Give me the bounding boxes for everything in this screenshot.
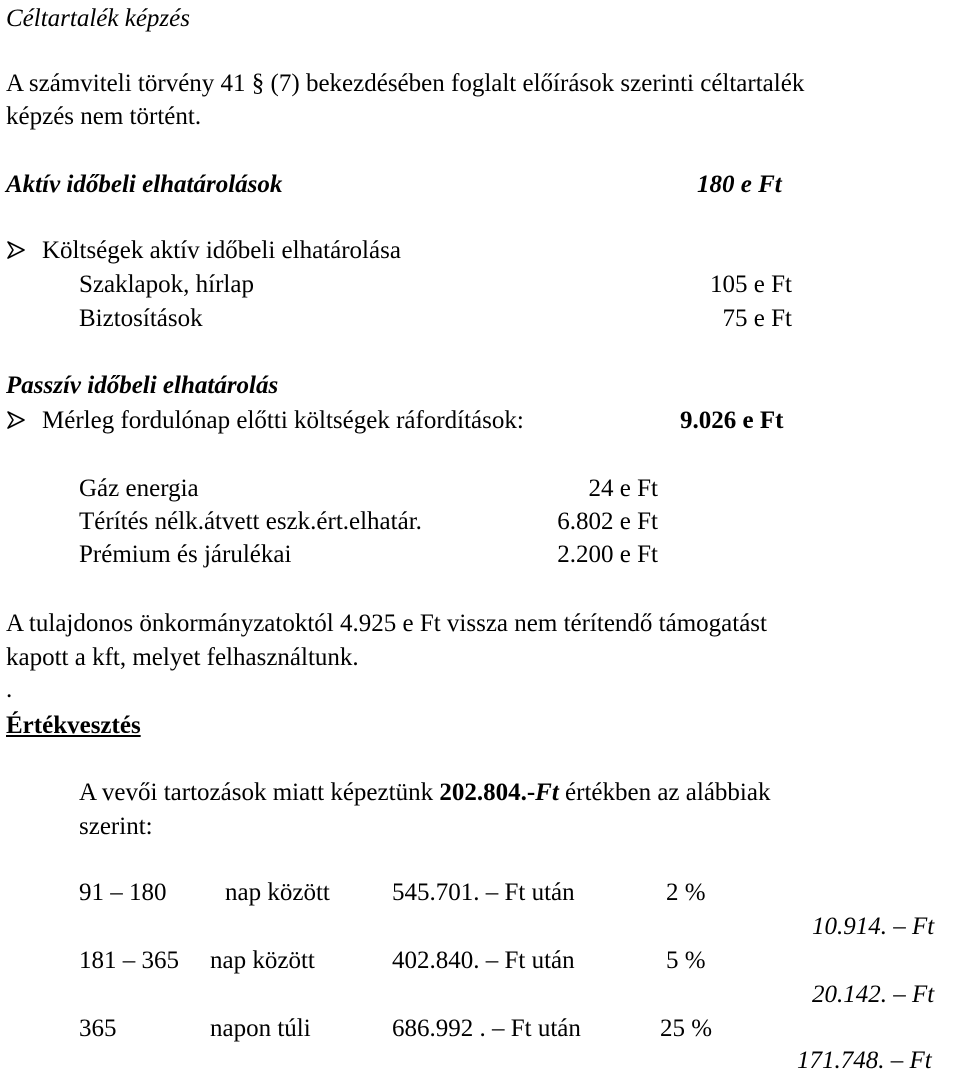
paragraph-line: szerint: (79, 813, 153, 840)
impairment-ft: Ft (535, 779, 559, 806)
impairment-prefix: A vevői tartozások miatt képeztünk (79, 779, 440, 806)
aktiv-item-label: Biztosítások (79, 305, 203, 332)
stray-dot: . (6, 676, 13, 703)
aktiv-total: 180 e Ft (697, 171, 782, 198)
impairment-row-result-num: 10.914. – (812, 913, 906, 940)
aktiv-item-value: 105 e Ft (710, 271, 792, 298)
impairment-row-result-num: 171.748. – (797, 1047, 904, 1074)
section-heading-celtartalek: Céltartalék képzés (6, 5, 190, 32)
section-heading-aktiv: Aktív időbeli elhatárolások (6, 171, 283, 198)
passziv-item-label: Prémium és járulékai (79, 541, 292, 568)
aktiv-bullet-item: Költségek aktív időbeli elhatárolása (42, 237, 401, 264)
impairment-row-pct: 2 % (666, 879, 706, 906)
passziv-total: 9.026 e Ft (680, 407, 784, 434)
aktiv-item-label: Szaklapok, hírlap (79, 271, 254, 298)
impairment-row-result-num: 20.142. – (812, 981, 906, 1008)
impairment-sentence (79, 780, 770, 805)
impairment-suffix: értékben az alábbiak (558, 779, 771, 806)
paragraph-line: A számviteli törvény 41 § (7) bekezdésében foglalt előírások szerinti céltartalék (6, 70, 805, 97)
passziv-item-value: 2.200 e Ft (557, 541, 658, 568)
impairment-amount: 202.804.- (439, 779, 536, 806)
paragraph-line: képzés nem történt. (6, 103, 202, 130)
paragraph-line: A tulajdonos önkormányzatoktól 4.925 e Ft vissza nem térítendő támogatást (6, 610, 767, 637)
impairment-row-result-unit: Ft (912, 981, 935, 1008)
impairment-row-result (812, 914, 934, 939)
impairment-row-pct: 25 % (660, 1015, 713, 1042)
passziv-item-label: Gáz energia (79, 475, 199, 502)
impairment-row-label: nap között (225, 879, 330, 906)
impairment-row-result (812, 982, 934, 1007)
paragraph-line: kapott a kft, melyet felhasználtunk. (6, 644, 359, 671)
impairment-row-range: 181 – 365 (79, 947, 179, 974)
impairment-row-result (797, 1048, 932, 1073)
impairment-row-pct: 5 % (666, 947, 706, 974)
impairment-row-range: 91 – 180 (79, 879, 167, 906)
passziv-item-label: Térítés nélk.átvett eszk.ért.elhatár. (79, 508, 422, 535)
impairment-row-amount: 686.992 . – Ft után (392, 1015, 581, 1042)
impairment-row-amount: 545.701. – Ft után (392, 879, 575, 906)
impairment-row-result-unit: Ft (909, 1047, 932, 1074)
section-heading-passziv: Passzív időbeli elhatárolás (6, 372, 279, 399)
section-heading-ertekvesztes: Értékvesztés (6, 712, 141, 739)
impairment-row-label: napon túli (210, 1015, 311, 1042)
passziv-bullet-item: Mérleg fordulónap előtti költségek ráfordítások: (42, 407, 524, 434)
impairment-row-label: nap között (210, 947, 315, 974)
passziv-item-value: 6.802 e Ft (557, 508, 658, 535)
aktiv-item-value: 75 e Ft (722, 305, 792, 332)
impairment-row-amount: 402.840. – Ft után (392, 947, 575, 974)
passziv-item-value: 24 e Ft (588, 475, 658, 502)
impairment-row-range: 365 (79, 1015, 117, 1042)
impairment-row-result-unit: Ft (912, 913, 935, 940)
